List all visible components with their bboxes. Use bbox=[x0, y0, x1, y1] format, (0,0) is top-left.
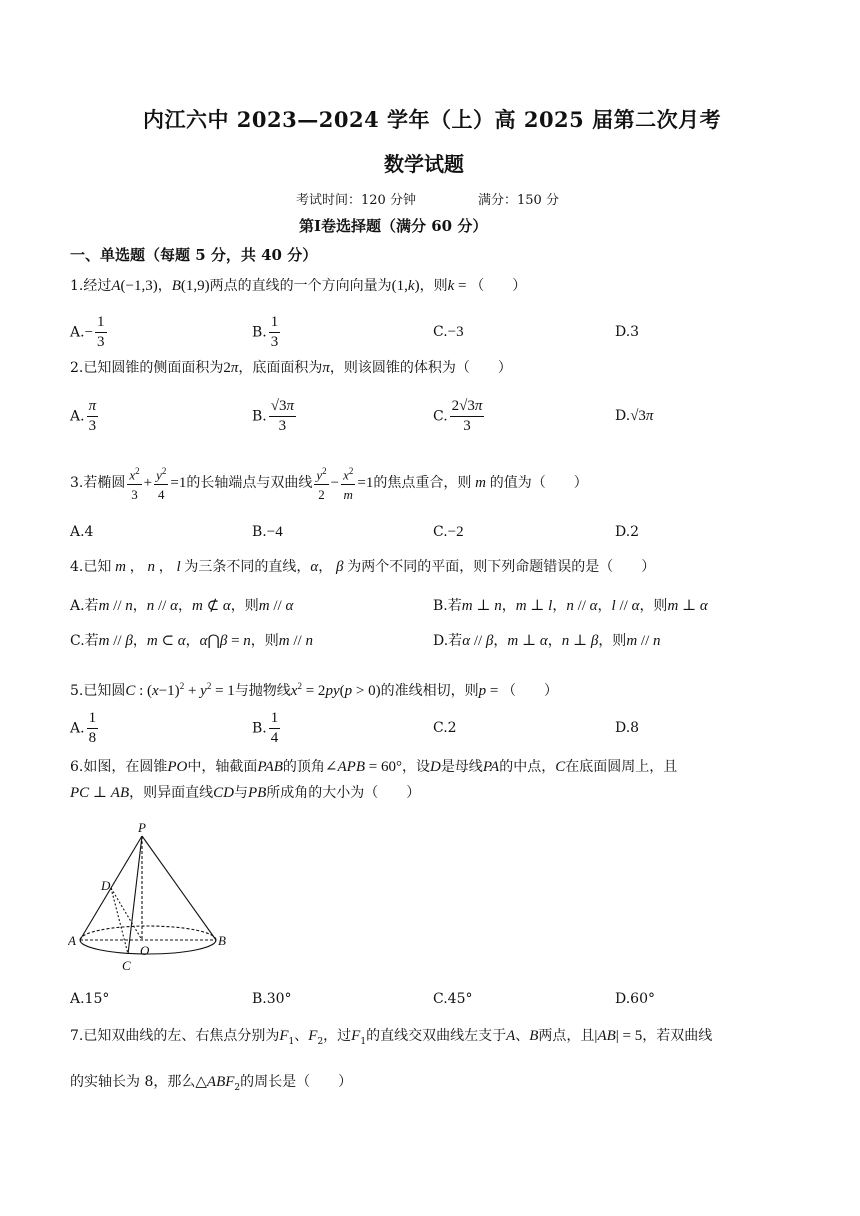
q4-option-b: B.若m ⊥ n，m ⊥ l，n // α，l // α，则m ⊥ α bbox=[433, 598, 708, 614]
exam-time: 考试时间：120 分钟 bbox=[296, 193, 416, 208]
q5-option-d: D.8 bbox=[615, 720, 640, 736]
q4-option-d: D.若α // β，m ⊥ α，n ⊥ β，则m // n bbox=[433, 633, 661, 649]
q4-option-c: C.若m // β，m ⊂ α，α⋂β = n，则m // n bbox=[70, 633, 313, 649]
figure-label-a: A bbox=[68, 933, 76, 948]
question-6-line-1: 6.如图，在圆锥PO中，轴截面PAB的顶角∠APB = 60°，设D是母线PA的中点，C在底面圆周上，且 bbox=[70, 759, 678, 775]
q3-option-b: B.−4 bbox=[252, 524, 283, 540]
question-4: 4.已知 m ， n ， l 为三条不同的直线，α， β 为两个不同的平面，则下列命题错误的是（ ） bbox=[70, 559, 656, 575]
figure-label-b: B bbox=[218, 933, 226, 948]
figure-label-d: D bbox=[101, 878, 111, 893]
q1-option-c: C.−3 bbox=[433, 324, 464, 340]
q5-option-c: C.2 bbox=[433, 720, 457, 736]
q3-option-d: D.2 bbox=[615, 524, 640, 540]
figure-label-o: O bbox=[140, 943, 150, 958]
q3-option-a: A.4 bbox=[70, 524, 94, 540]
q1-option-b: B. $\frac{1}{3}$ bbox=[252, 314, 279, 350]
q3-option-c: C.−2 bbox=[433, 524, 464, 540]
section-title: 一、单选题（每题 5 分，共 40 分） bbox=[70, 246, 318, 264]
q6-option-c: C.45° bbox=[433, 991, 473, 1007]
q1-option-a: A.− $\frac{1}{3}$ bbox=[70, 314, 105, 350]
exam-title: 内江六中 2023—2024 学年（上）高 2025 届第二次月考 bbox=[143, 107, 722, 132]
q2-option-d: D.√3π bbox=[615, 408, 654, 424]
q5-option-a: A. $\frac{1}{8}$ bbox=[70, 710, 97, 746]
question-7-line-2: 的实轴长为 8，那么$\triangle ABF_2$的周长是（ ） bbox=[70, 1074, 353, 1093]
q6-option-a: A.15° bbox=[70, 991, 110, 1007]
exam-score: 满分：150 分 bbox=[478, 193, 559, 208]
figure-label-c: C bbox=[122, 958, 131, 973]
q5-option-b: B. $\frac{1}{4}$ bbox=[252, 710, 279, 746]
exam-subtitle: 数学试题 bbox=[384, 152, 464, 176]
question-7-line-1: 7.已知双曲线的左、右焦点分别为$F_1$、$F_2$，过$F_1$的直线交双曲线左支于A、B两点，且|AB| = 5，若双曲线 bbox=[70, 1028, 713, 1047]
question-3: 3.若椭圆 $\frac{x^2}{3}$ + $\frac{y^2}{4}$ =1的长轴端点与双曲线 $\frac{y^2}{2}$ − $\frac{x^2}{m}$ =1的焦点重合，则 m 的值为（ ） bbox=[70, 463, 588, 503]
question-6-line-2: PC ⊥ AB，则异面直线CD与PB所成角的大小为（ ） bbox=[70, 785, 421, 801]
question-5: 5.已知圆C : $(x-1)^2 + y^2 = 1$与抛物线$x^2 = 2py(p > 0)$的准线相切，则p = （ ） bbox=[70, 681, 559, 699]
part-title: 第Ⅰ卷选择题（满分 60 分） bbox=[299, 217, 488, 235]
q2-option-b: B. $\frac{√3\pi}{3}$ bbox=[252, 398, 294, 434]
figure-label-p: P bbox=[138, 820, 146, 835]
q2-option-c: C. $\frac{2√3\pi}{3}$ bbox=[433, 398, 483, 434]
cone-figure bbox=[68, 818, 228, 978]
question-1: 1.经过A(−1,3)，B(1,9)两点的直线的一个方向向量为(1,k)，则k = （ ） bbox=[70, 278, 527, 294]
q6-option-b: B.30° bbox=[252, 991, 292, 1007]
q1-option-d: D.3 bbox=[615, 324, 640, 340]
q6-option-d: D.60° bbox=[615, 991, 655, 1007]
question-2: 2.已知圆锥的侧面面积为2π，底面面积为π，则该圆锥的体积为（ ） bbox=[70, 360, 512, 376]
q2-option-a: A. $\frac{\pi}{3}$ bbox=[70, 398, 97, 434]
q4-option-a: A.若m // n，n // α，m ⊄ α，则m // α bbox=[70, 598, 294, 614]
